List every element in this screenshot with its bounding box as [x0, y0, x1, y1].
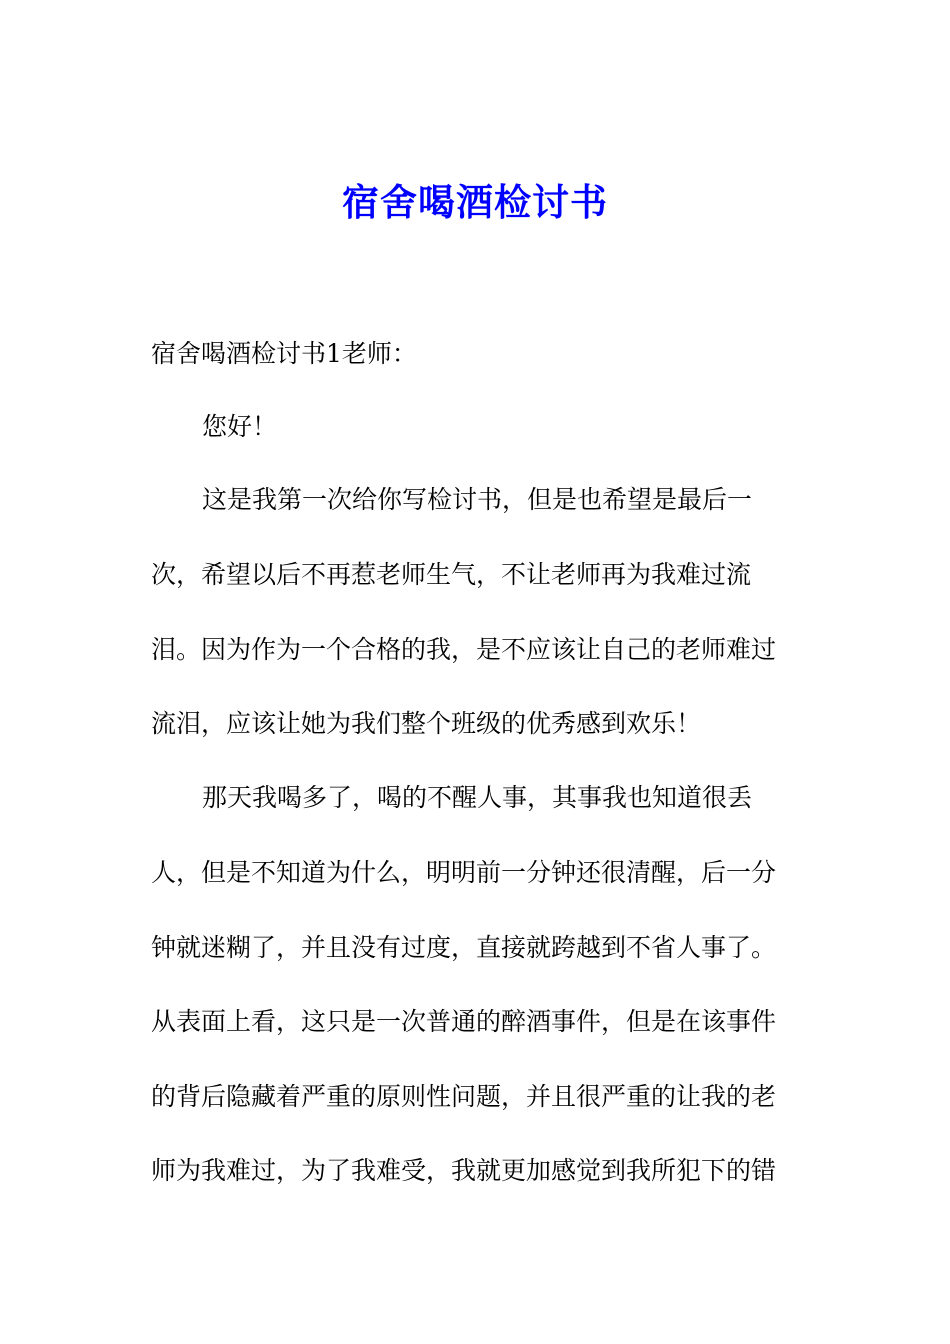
paragraph-line: 那天我喝多了，喝的不醒人事，其事我也知道很丢 — [202, 783, 753, 812]
salutation-line: 宿舍喝酒检讨书1老师： — [151, 339, 417, 368]
paragraph-line: 钟就迷糊了，并且没有过度，直接就跨越到不省人事了。 — [151, 933, 777, 962]
paragraph-line: 人，但是不知道为什么，明明前一分钟还很清醒，后一分 — [151, 858, 777, 887]
paragraph-line: 次，希望以后不再惹老师生气，不让老师再为我难过流 — [151, 560, 752, 589]
paragraph-line: 从表面上看，这只是一次普通的醉酒事件，但是在该事件 — [151, 1007, 777, 1036]
paragraph-line: 的背后隐藏着严重的原则性问题，并且很严重的让我的老 — [151, 1082, 777, 1111]
document-title: 宿舍喝酒检讨书 — [342, 181, 608, 224]
paragraph-line: 师为我难过，为了我难受，我就更加感觉到我所犯下的错 — [151, 1156, 777, 1185]
greeting-line: 您好！ — [202, 412, 278, 441]
paragraph-line: 泪。因为作为一个合格的我，是不应该让自己的老师难过 — [151, 635, 777, 664]
paragraph-line: 这是我第一次给你写检讨书，但是也希望是最后一 — [202, 485, 753, 514]
paragraph-line: 流泪，应该让她为我们整个班级的优秀感到欢乐！ — [151, 709, 702, 738]
